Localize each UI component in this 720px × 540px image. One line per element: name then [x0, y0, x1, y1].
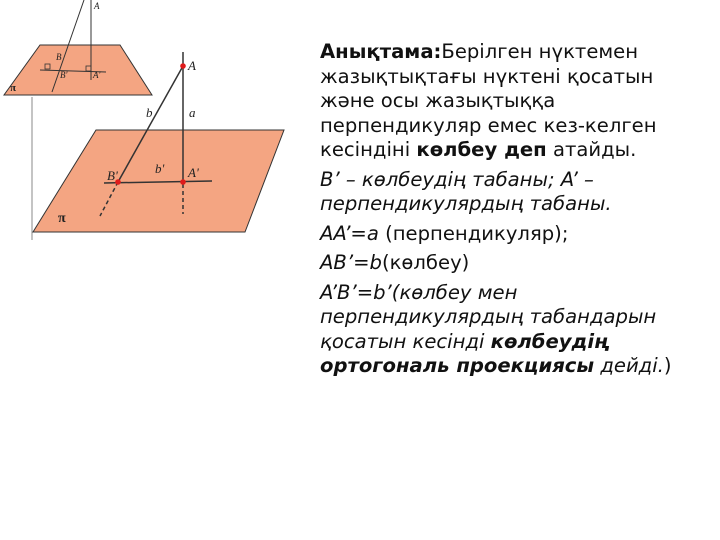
point-A1 [180, 179, 186, 185]
geometry-figure [0, 0, 300, 300]
point-A [180, 63, 186, 69]
line-feet-paragraph: B’ – көлбеудің табаны; A’ – перпендикулярдың табаны. [320, 167, 612, 215]
small-plane [4, 45, 152, 95]
projection-end-text: дейді. [594, 354, 664, 377]
projection-italic-text: (көлбеу мен перпендикулярдың табандарын қосатын кесінді [320, 280, 657, 353]
definition-term: Анықтама: [320, 40, 442, 63]
small-plane-label: π [10, 82, 17, 94]
label-a: a [189, 105, 196, 120]
perpendicular-paragraph [320, 222, 710, 247]
projection-paragraph [320, 281, 710, 379]
slant-paragraph [320, 251, 710, 276]
slant-note: (көлбеу) [381, 251, 470, 274]
definition-tail: атайды. [546, 138, 637, 161]
small-label-B1: B' [60, 70, 68, 80]
definition-body: Берілген нүктемен жазықтықтағы нүктені қосатын және осы жазықтыққа перпендикуляр емес кез-келген кесіндіні [320, 40, 657, 161]
perpendicular-formula: AA’=a [320, 221, 379, 245]
label-A1: A' [188, 165, 199, 180]
projection-close-paren: ) [663, 354, 672, 377]
large-plane-label: π [58, 211, 66, 226]
large-plane [33, 130, 284, 232]
label-b: b [146, 105, 153, 120]
projection-bold-text: көлбеудің ортогональ проекциясы [320, 329, 608, 377]
small-label-B: B [56, 52, 62, 62]
perpendicular-note: (перпендикуляр); [378, 221, 569, 245]
definition-emphasis: көлбеу деп [416, 138, 547, 161]
slant-formula: AB’=b [320, 251, 382, 274]
label-A: A [188, 58, 196, 73]
small-label-A: A [94, 1, 100, 11]
definition-paragraph [320, 40, 710, 163]
label-B1: B' [107, 168, 118, 183]
label-b1: b' [155, 161, 165, 176]
projection-formula: A’B’=b’ [320, 280, 392, 304]
definition-text [320, 40, 710, 384]
small-label-A1: A' [93, 70, 101, 80]
